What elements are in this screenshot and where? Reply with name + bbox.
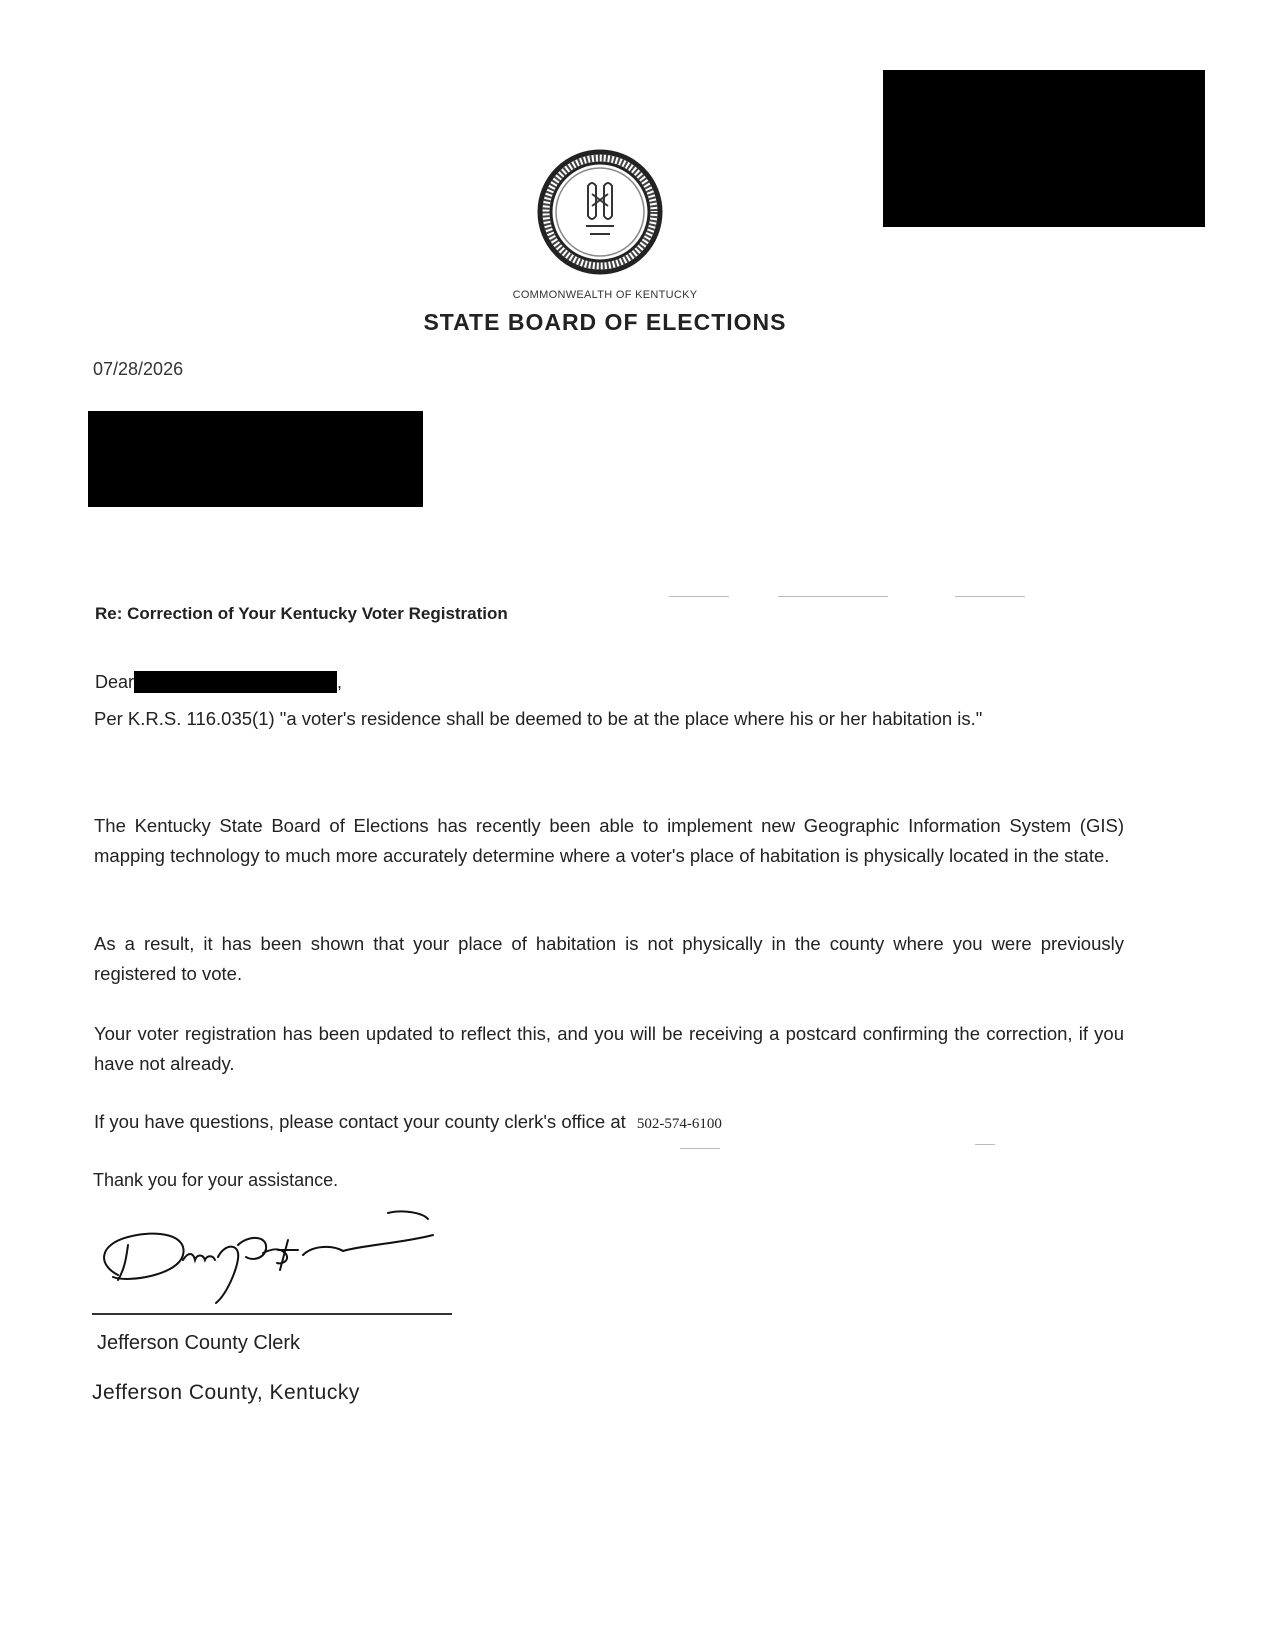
salutation: [95, 671, 342, 693]
signature-line: [92, 1313, 452, 1315]
scan-artifact: [669, 596, 729, 597]
letterhead-title: STATE BOARD OF ELECTIONS: [423, 309, 787, 335]
salutation-suffix: ,: [337, 671, 343, 692]
contact-phone: 502-574-6100: [636, 1116, 722, 1132]
signature-icon: [88, 1205, 448, 1315]
letter-date: 07/28/2026: [93, 359, 184, 379]
redaction-block: [883, 70, 1205, 227]
body-paragraph: Per K.R.S. 116.035(1) "a voter's residence shall be deemed to be at the place where his or her habitation is.": [94, 708, 983, 729]
redacted-name: [134, 671, 337, 693]
scan-artifact: [975, 1144, 995, 1145]
contact-text: If you have questions, please contact your county clerk's office at: [94, 1111, 626, 1132]
contact-paragraph: [94, 1107, 1124, 1139]
scan-artifact: [778, 596, 888, 597]
scan-artifact: [680, 1148, 720, 1149]
scan-artifact: [955, 596, 1025, 597]
salutation-prefix: Dear: [95, 671, 135, 692]
subject-line: Re: Correction of Your Kentucky Voter Registration: [95, 604, 508, 623]
body-paragraph: Your voter registration has been updated to reflect this, and you will be receiving a postcard confirming the correction, if you have not already.: [94, 1023, 1124, 1074]
body-paragraph: The Kentucky State Board of Elections has recently been able to implement new Geographic Information System (GIS) mapping technology to much more accurately determine where a voter's place of habitation is physically located in the state.: [94, 815, 1124, 866]
body-paragraph: As a result, it has been shown that your place of habitation is not physically in the county where you were previously registered to vote.: [94, 933, 1124, 984]
signer-location: Jefferson County, Kentucky: [92, 1381, 360, 1404]
letterhead-subtitle: COMMONWEALTH OF KENTUCKY: [512, 289, 698, 301]
redaction-block: [88, 411, 423, 507]
kentucky-seal-icon: [536, 148, 664, 276]
closing-line: Thank you for your assistance.: [93, 1170, 339, 1190]
signer-title: Jefferson County Clerk: [97, 1332, 301, 1354]
